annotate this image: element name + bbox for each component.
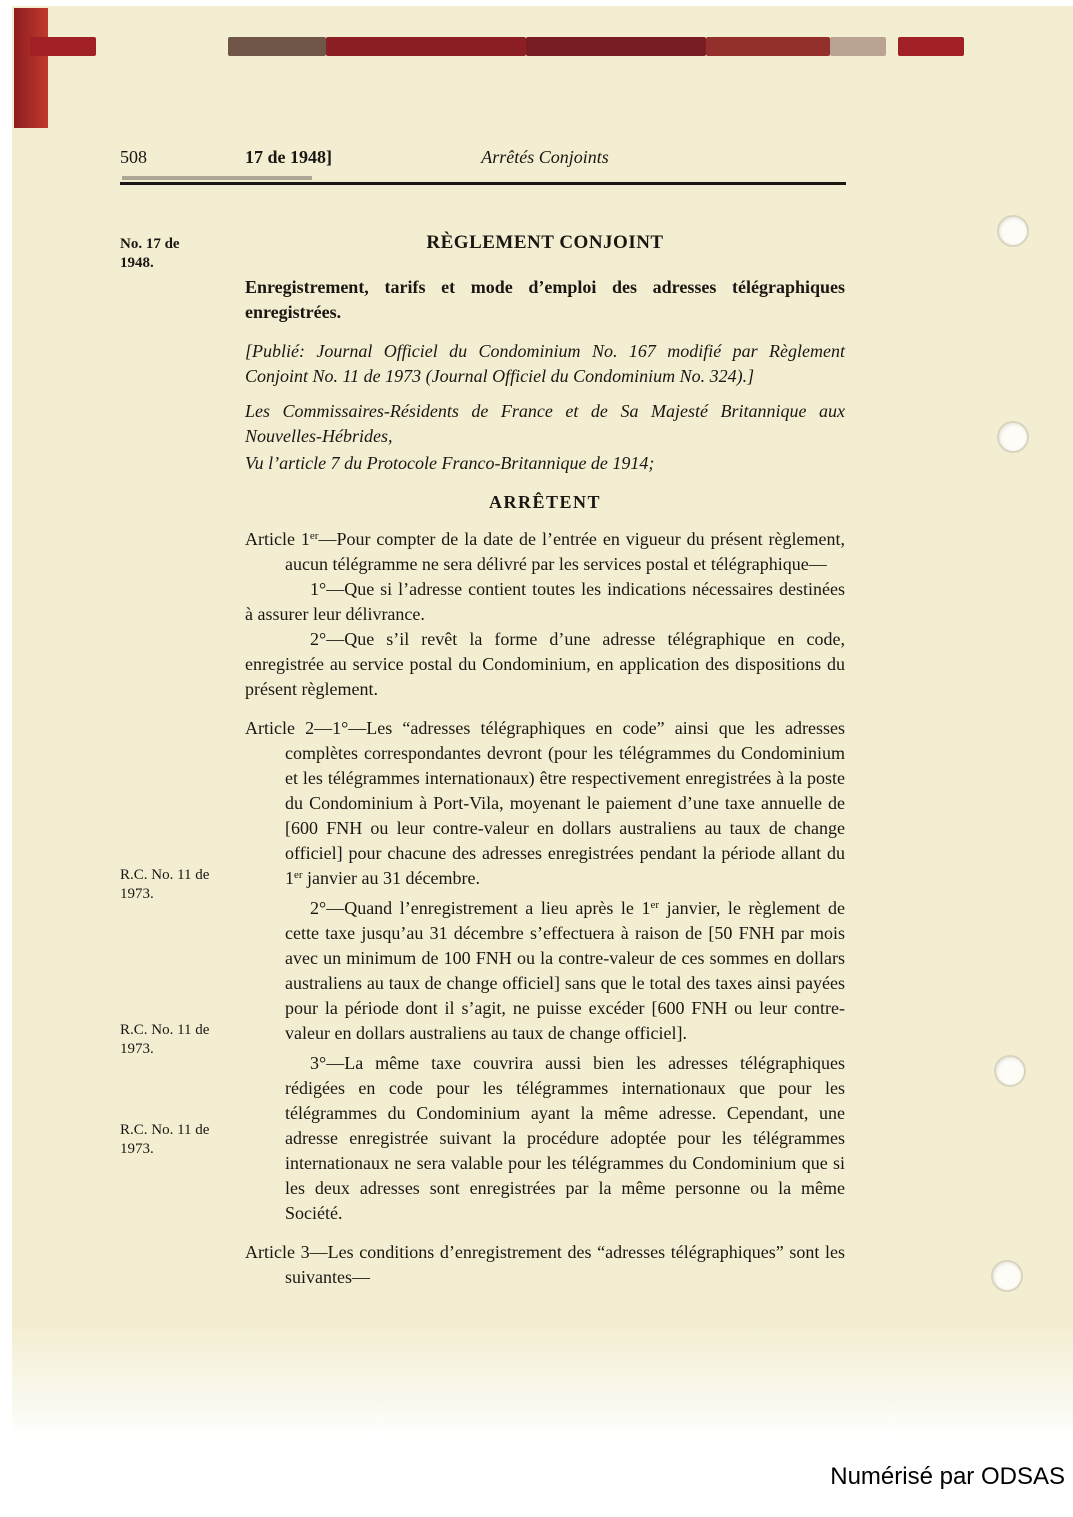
header-rule [120,182,846,185]
punch-hole [994,1055,1026,1087]
margin-note-regulation-number: No. 17 de 1948. [120,236,180,271]
scan-artifact-top-strip [326,37,526,56]
page-number: 508 [120,147,147,167]
document-title: RÈGLEMENT CONJOINT [426,232,664,253]
margin-note-rc-reference: R.C. No. 11 de 1973. [120,867,210,902]
issue-reference: 17 de 1948] [245,147,332,167]
preamble-vu: Vu l’article 7 du Protocole Franco-Britannique de 1914; [245,453,655,473]
article-1-item-2: 2°—Que s’il revêt la forme d’une adresse télégraphique en code, enregistrée au service postal du Condominium, en application des dispositions du présent règlement. [245,629,845,699]
preamble-parties: Les Commissaires-Résidents de France et de Sa Majesté Britannique aux Nouvelles-Hébrides, [245,401,845,446]
running-title: Arrêtés Conjoints [481,147,609,167]
scan-artifact-top-strip [30,37,96,56]
margin-note-rc-reference: R.C. No. 11 de 1973. [120,1122,210,1157]
article-2-item-3: 3°—La même taxe couvrira aussi bien les adresses télégraphiques rédigées en code pour les télégrammes internationaux que pour les télégrammes du Condominium ayant la même adresse. Cependant, une adresse enregistrée suivant la procédure adoptée pour les télégrammes internationaux ne sera valable pour les télégrammes du Condominium que si les deux adresses sont enregistrées par la même personne ou la même Société. [285,1053,845,1223]
punch-hole [991,1260,1023,1292]
publication-note: [Publié: Journal Officiel du Condominium No. 167 modifié par Règlement Conjoint No. 11 de 1973 (Journal Officiel du Condominium No. 324).] [245,341,845,386]
scan-artifact-top-strip [526,37,706,56]
subject-heading: Enregistrement, tarifs et mode d’emploi des adresses télégraphiques enregistrées. [245,277,845,322]
margin-note-rc-reference: R.C. No. 11 de 1973. [120,1022,210,1057]
scan-artifact-left-bar [14,8,48,128]
scan-artifact-top-strip [706,37,830,56]
article-1-item-1: 1°—Que si l’adresse contient toutes les indications nécessaires destinées à assurer leur délivrance. [245,579,845,624]
scan-watermark: Numérisé par ODSAS [830,1463,1065,1490]
article-2-item-2: 2°—Quand l’enregistrement a lieu après le 1er janvier, le règlement de cette taxe jusqu’au 31 décembre s’effectuera à raison de [50 FNH par mois avec un minimum de 100 FNH ou la contre-valeur de ces sommes en dollars australiens au taux de change officiel] sans que le total des taxes ainsi payées pour la période dont il s’agit, ne puisse excéder [600 FNH ou leur contre-valeur en dollars australiens au taux de change officiel]. [285,898,845,1043]
scan-artifact-top-strip [898,37,964,56]
punch-hole [997,421,1029,453]
enacting-word: ARRÊTENT [488,492,602,512]
scan-artifact-top-strip [830,37,886,56]
scan-artifact-top-strip [228,37,326,56]
document-body [245,230,845,1290]
article-1: Article 1er—Pour compter de la date de l’entrée en vigueur du présent règlement, aucun télégramme ne sera délivré par les services postal et télégraphique— [245,529,845,574]
scan-smudge [122,176,312,180]
punch-hole [997,215,1029,247]
article-2: Article 2—1°—Les “adresses télégraphiques en code” ainsi que les adresses complètes correspondantes devront (pour les télégrammes du Condominium et les télégrammes internationaux) être respectivement enregistrées à la poste du Condominium à Port-Vila, moyenant le paiement d’une taxe annuelle de [600 FNH ou leur contre-valeur en dollars australiens au taux de change officiel] pour chacune des adresses enregistrées pendant la période allant du 1er janvier au 31 décembre. [245,718,845,888]
article-3: Article 3—Les conditions d’enregistrement des “adresses télégraphiques” sont les suivantes— [245,1242,845,1287]
